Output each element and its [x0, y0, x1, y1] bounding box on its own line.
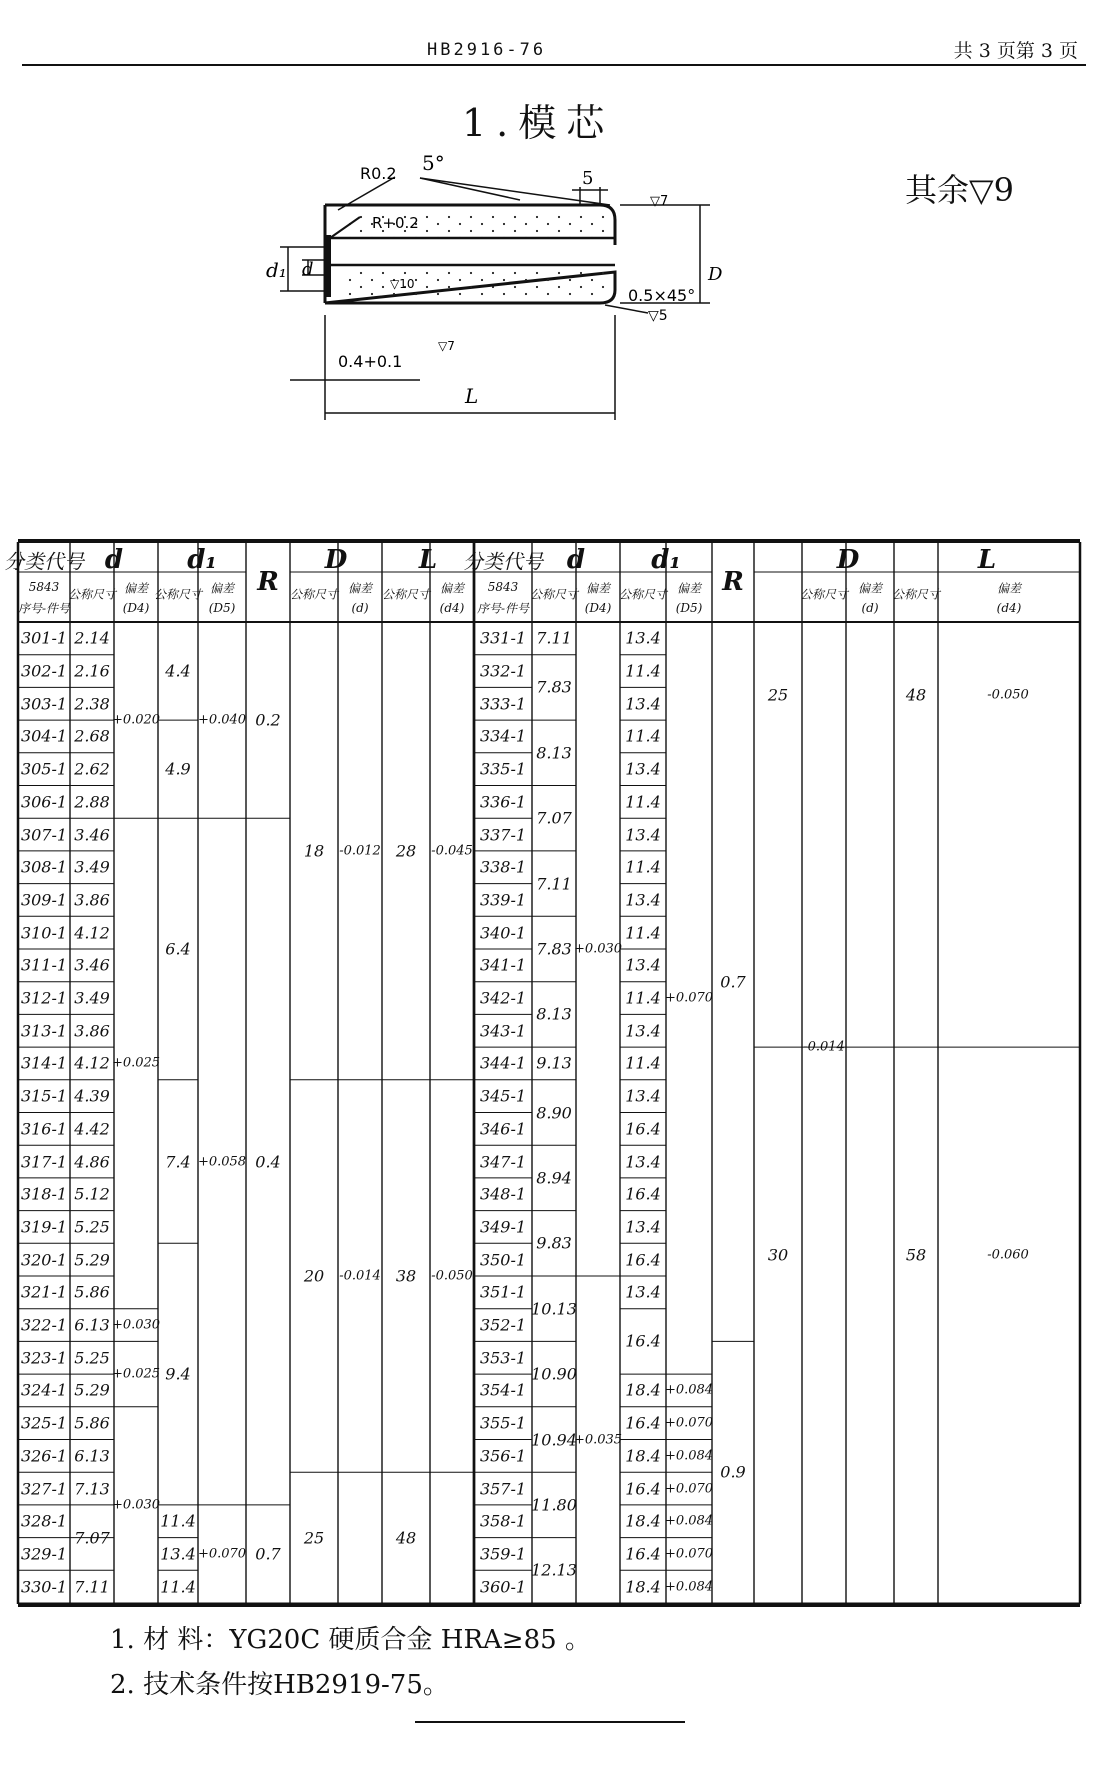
- note-1: 1. 材 料：YG20C 硬质合金 HRA≥85 。: [110, 1625, 591, 1655]
- right-d1: 11.4: [625, 1053, 661, 1073]
- right-d1-dev: +0.084: [664, 1448, 714, 1464]
- right-d1-dev: +0.070: [664, 990, 714, 1006]
- left-code: 308-1: [20, 857, 68, 877]
- left-d1: 4.9: [165, 759, 191, 779]
- left-R: 0.4: [255, 1152, 281, 1172]
- right-d1: 11.4: [625, 988, 661, 1008]
- right-d: 10.13: [531, 1299, 577, 1319]
- left-L-dev: -0.050: [431, 1268, 473, 1284]
- right-hdr-code-bot: 序号-件号: [476, 601, 530, 616]
- right-d1: 16.4: [625, 1331, 661, 1351]
- right-hdr-code-mid: 5843: [487, 580, 519, 594]
- right-d1: 16.4: [625, 1479, 661, 1499]
- right-code: 337-1: [479, 825, 527, 845]
- left-code: 307-1: [20, 825, 68, 845]
- right-d: 9.83: [536, 1233, 572, 1253]
- label-d: d: [302, 259, 314, 280]
- left-code: 313-1: [20, 1021, 68, 1041]
- left-d1: 4.4: [165, 661, 191, 681]
- left-code: 320-1: [20, 1250, 68, 1270]
- left-hdr-d1: d₁: [187, 545, 217, 575]
- right-d: 7.11: [536, 874, 572, 894]
- right-d1-dev: +0.070: [664, 1415, 714, 1431]
- right-d1: 13.4: [625, 759, 661, 779]
- right-code: 349-1: [479, 1217, 527, 1237]
- right-d1: 18.4: [625, 1511, 661, 1531]
- right-d1-dev: +0.070: [664, 1481, 714, 1497]
- left-d: 2.14: [74, 628, 110, 648]
- right-code: 360-1: [479, 1577, 527, 1597]
- left-hdr-D: D: [324, 545, 348, 575]
- label-len04: 0.4+0.1: [338, 352, 403, 371]
- right-d1-dev: +0.084: [664, 1579, 714, 1595]
- label-chamfer: 0.5×45°: [628, 286, 696, 305]
- right-hdr-Ltol: (d4): [996, 601, 1022, 615]
- right-hdr-d1: d₁: [651, 545, 681, 575]
- label-d1: d₁: [266, 258, 287, 282]
- right-code: 341-1: [479, 955, 527, 975]
- left-d: 3.49: [74, 857, 110, 877]
- right-R: 0.7: [720, 972, 746, 992]
- left-d: 5.86: [74, 1282, 110, 1302]
- right-d1: 13.4: [625, 1021, 661, 1041]
- left-L-dev: -0.045: [431, 843, 473, 859]
- right-d1: 13.4: [625, 825, 661, 845]
- left-D-dev: -0.014: [339, 1268, 381, 1284]
- left-hdr-nom: 公称尺寸: [67, 587, 117, 602]
- right-hdr-D: D: [836, 545, 860, 575]
- left-d: 4.86: [74, 1152, 110, 1172]
- left-hdr-Dtol: (d): [351, 601, 369, 615]
- right-hdr-R: R: [722, 567, 744, 597]
- standard-number: HB2916-76: [427, 40, 547, 60]
- right-code: 345-1: [479, 1086, 527, 1106]
- right-code: 339-1: [479, 890, 527, 910]
- right-hdr-d1tol: (D5): [675, 601, 703, 615]
- right-d1: 13.4: [625, 1152, 661, 1172]
- left-d: 6.13: [74, 1446, 110, 1466]
- right-code: 357-1: [479, 1479, 527, 1499]
- right-d: 7.11: [536, 628, 572, 648]
- left-code: 304-1: [20, 726, 68, 746]
- note-2: 2. 技术条件按HB2919-75。: [110, 1670, 449, 1700]
- left-code: 315-1: [20, 1086, 68, 1106]
- left-d: 5.86: [74, 1413, 110, 1433]
- left-hdr-L: L: [418, 545, 438, 575]
- left-code: 311-1: [20, 955, 68, 975]
- right-code: 338-1: [479, 857, 527, 877]
- left-hdr-dtol: (D4): [122, 601, 150, 615]
- right-d1: 11.4: [625, 857, 661, 877]
- left-hdr-code-mid: 5843: [28, 580, 60, 594]
- left-hdr-dev1: 偏差: [209, 581, 235, 596]
- label-L: L: [465, 384, 479, 408]
- right-d-dev: +0.035: [573, 1432, 623, 1447]
- left-D: 20: [303, 1266, 325, 1286]
- left-d: 2.62: [74, 759, 110, 779]
- right-d1: 18.4: [625, 1380, 661, 1400]
- left-code: 322-1: [20, 1315, 68, 1335]
- right-code: 344-1: [479, 1053, 527, 1073]
- right-d-dev: +0.030: [573, 941, 623, 957]
- left-d: 3.86: [74, 1021, 110, 1041]
- left-d1: 11.4: [160, 1577, 196, 1597]
- right-d: 8.94: [536, 1168, 572, 1188]
- right-L: 58: [905, 1245, 927, 1265]
- spec-table: [4, 539, 1080, 1607]
- left-d-dev: +0.025: [111, 1055, 161, 1071]
- right-L: 48: [905, 685, 927, 705]
- left-d1: 11.4: [160, 1511, 196, 1531]
- right-code: 356-1: [479, 1446, 527, 1466]
- left-code: 312-1: [20, 988, 68, 1008]
- right-hdr-dev1: 偏差: [676, 581, 702, 596]
- left-hdr-code-top: 分类代号: [4, 549, 84, 574]
- right-d1: 11.4: [625, 726, 661, 746]
- right-d: 8.90: [536, 1103, 572, 1122]
- right-hdr-devD: 偏差: [857, 581, 883, 596]
- left-hdr-nomD: 公称尺寸: [289, 587, 339, 602]
- left-d: 6.13: [74, 1315, 110, 1335]
- left-code: 314-1: [20, 1053, 68, 1073]
- left-code: 319-1: [20, 1217, 68, 1237]
- right-code: 331-1: [479, 628, 527, 648]
- mandrel-drawing: [266, 151, 840, 505]
- left-code: 301-1: [20, 628, 68, 648]
- left-d1-dev: +0.058: [197, 1154, 247, 1170]
- right-code: 354-1: [479, 1380, 527, 1400]
- end-line: [415, 1721, 685, 1723]
- right-d1: 16.4: [625, 1544, 661, 1564]
- right-d1: 16.4: [625, 1250, 661, 1270]
- right-hdr-devL: 偏差: [996, 581, 1022, 596]
- right-d: 10.90: [531, 1364, 577, 1384]
- left-code: 324-1: [20, 1380, 68, 1400]
- left-code: 302-1: [20, 661, 68, 681]
- right-d1: 11.4: [625, 923, 661, 943]
- left-d1-dev: +0.070: [197, 1546, 247, 1562]
- right-code: 353-1: [479, 1348, 527, 1368]
- left-d1-dev: +0.040: [197, 712, 247, 728]
- right-code: 351-1: [479, 1282, 527, 1302]
- left-d: 4.39: [74, 1086, 110, 1106]
- left-code: 328-1: [20, 1511, 68, 1531]
- left-d: 7.07: [74, 1528, 110, 1548]
- left-L: 28: [395, 841, 417, 861]
- notes: [110, 1618, 591, 1708]
- right-L-dev: -0.050: [987, 687, 1029, 703]
- left-d: 2.16: [74, 661, 110, 681]
- left-hdr-devD: 偏差: [347, 581, 373, 596]
- right-code: 343-1: [479, 1021, 527, 1041]
- right-d: 11.80: [531, 1495, 577, 1515]
- left-d: 3.86: [74, 890, 110, 910]
- right-hdr-code-top: 分类代号: [463, 549, 543, 574]
- left-d-dev: +0.030: [111, 1497, 161, 1513]
- right-hdr-Dtol: (d): [861, 601, 879, 615]
- left-hdr-code-bot: 序号-件号: [17, 601, 71, 616]
- label-r-tol: R+0.2: [372, 214, 419, 232]
- left-code: 330-1: [20, 1577, 68, 1597]
- left-d1: 13.4: [160, 1544, 196, 1564]
- left-hdr-Ltol: (d4): [439, 601, 465, 615]
- right-d1: 13.4: [625, 1217, 661, 1237]
- left-code: 305-1: [20, 759, 68, 779]
- right-code: 348-1: [479, 1184, 527, 1204]
- right-hdr-nomD: 公称尺寸: [799, 587, 849, 602]
- left-d: 2.88: [74, 792, 110, 812]
- right-code: 334-1: [479, 726, 527, 746]
- left-d: 5.25: [74, 1217, 110, 1237]
- right-d1: 13.4: [625, 1086, 661, 1106]
- left-d: 3.49: [74, 988, 110, 1008]
- right-code: 359-1: [479, 1544, 527, 1564]
- right-d1: 13.4: [625, 955, 661, 975]
- left-D-dev: -0.012: [339, 843, 381, 859]
- label-s5: ▽5: [648, 308, 668, 324]
- left-d: 5.29: [74, 1250, 110, 1270]
- label-r02: R0.2: [360, 164, 397, 183]
- left-d1: 7.4: [165, 1152, 191, 1172]
- right-d: 9.13: [536, 1053, 572, 1073]
- label-s7b: ▽7: [438, 339, 455, 353]
- left-hdr-d1tol: (D5): [208, 601, 236, 615]
- left-L: 48: [395, 1528, 417, 1548]
- right-d1: 16.4: [625, 1413, 661, 1433]
- right-code: 332-1: [479, 661, 527, 681]
- left-d: 3.46: [74, 825, 110, 845]
- left-R: 0.7: [255, 1544, 281, 1564]
- left-d: 7.13: [74, 1479, 110, 1499]
- left-d: 2.38: [74, 694, 110, 714]
- right-code: 340-1: [479, 923, 527, 943]
- right-hdr-nom1: 公称尺寸: [618, 587, 668, 602]
- right-code: 358-1: [479, 1511, 527, 1531]
- page-header: [22, 34, 1086, 66]
- left-code: 325-1: [20, 1413, 68, 1433]
- label-s10: ▽10: [390, 277, 415, 291]
- right-d1-dev: +0.070: [664, 1546, 714, 1562]
- left-d: 3.46: [74, 955, 110, 975]
- right-d1-dev: +0.084: [664, 1382, 714, 1398]
- left-code: 323-1: [20, 1348, 68, 1368]
- left-d: 4.42: [74, 1119, 110, 1139]
- left-hdr-d: d: [104, 545, 124, 575]
- left-code: 321-1: [20, 1282, 68, 1302]
- right-hdr-d: d: [566, 545, 586, 575]
- right-d1: 13.4: [625, 694, 661, 714]
- left-hdr-R: R: [257, 567, 279, 597]
- right-D: 30: [767, 1245, 789, 1265]
- left-hdr-nomL: 公称尺寸: [381, 587, 431, 602]
- roughness-note: 其余▽9: [905, 171, 1014, 209]
- left-d-dev: +0.025: [111, 1366, 161, 1382]
- right-code: 346-1: [479, 1119, 527, 1139]
- page-title: 1.模芯: [462, 101, 615, 145]
- right-hdr-nomL: 公称尺寸: [891, 587, 941, 602]
- left-d-dev: +0.030: [111, 1317, 161, 1333]
- right-D-dev: -0.014: [803, 1039, 845, 1055]
- right-R: 0.9: [720, 1462, 746, 1482]
- left-d: 5.12: [74, 1184, 110, 1204]
- left-L: 38: [395, 1266, 417, 1286]
- left-R: 0.2: [255, 710, 281, 730]
- label-s7: ▽7: [650, 194, 669, 209]
- right-d1: 13.4: [625, 628, 661, 648]
- left-code: 317-1: [20, 1152, 68, 1172]
- right-code: 342-1: [479, 988, 527, 1008]
- right-d1: 13.4: [625, 890, 661, 910]
- right-code: 355-1: [479, 1413, 527, 1433]
- left-code: 329-1: [20, 1544, 68, 1564]
- left-hdr-devL: 偏差: [439, 581, 465, 596]
- label-angle: 5°: [422, 151, 445, 175]
- left-code: 326-1: [20, 1446, 68, 1466]
- right-d1: 18.4: [625, 1577, 661, 1597]
- right-code: 333-1: [479, 694, 527, 714]
- right-d1: 11.4: [625, 661, 661, 681]
- left-hdr-dev: 偏差: [123, 581, 149, 596]
- left-code: 310-1: [20, 923, 68, 943]
- right-d: 7.07: [536, 808, 572, 828]
- right-d: 12.13: [531, 1560, 577, 1580]
- right-d: 7.83: [536, 939, 572, 959]
- left-d: 5.29: [74, 1380, 110, 1400]
- right-hdr-dtol: (D4): [584, 601, 612, 615]
- left-code: 306-1: [20, 792, 68, 812]
- left-d: 4.12: [74, 923, 110, 943]
- left-d: 2.68: [74, 726, 110, 746]
- left-d: 7.11: [74, 1577, 110, 1597]
- right-hdr-dev: 偏差: [585, 581, 611, 596]
- left-d-dev: +0.020: [111, 712, 161, 728]
- right-d1: 16.4: [625, 1184, 661, 1204]
- right-code: 336-1: [479, 792, 527, 812]
- right-L-dev: -0.060: [987, 1247, 1029, 1263]
- left-d1: 6.4: [165, 939, 191, 959]
- left-code: 327-1: [20, 1479, 68, 1499]
- left-D: 25: [303, 1528, 325, 1548]
- left-code: 316-1: [20, 1119, 68, 1139]
- right-D: 25: [767, 685, 789, 705]
- right-hdr-L: L: [977, 545, 997, 575]
- page-info: 共 3 页第 3 页: [953, 40, 1078, 62]
- left-D: 18: [303, 841, 325, 861]
- right-d1: 13.4: [625, 1282, 661, 1302]
- right-code: 335-1: [479, 759, 527, 779]
- right-d: 8.13: [536, 1004, 572, 1024]
- left-code: 303-1: [20, 694, 68, 714]
- left-code: 309-1: [20, 890, 68, 910]
- right-d: 10.94: [531, 1430, 577, 1449]
- label-dim5: 5: [582, 168, 594, 189]
- right-code: 352-1: [479, 1315, 527, 1335]
- right-d1: 11.4: [625, 792, 661, 812]
- right-d: 8.13: [536, 743, 572, 763]
- right-code: 347-1: [479, 1152, 527, 1172]
- label-D: D: [708, 264, 723, 285]
- right-code: 350-1: [479, 1250, 527, 1270]
- right-d: 7.83: [536, 677, 572, 697]
- left-hdr-nom1: 公称尺寸: [153, 587, 203, 602]
- right-d1: 18.4: [625, 1446, 661, 1466]
- left-d: 5.25: [74, 1348, 110, 1368]
- right-d1: 16.4: [625, 1119, 661, 1139]
- right-hdr-nom: 公称尺寸: [529, 587, 579, 602]
- left-code: 318-1: [20, 1184, 68, 1204]
- right-d1-dev: +0.084: [664, 1513, 714, 1529]
- left-d1: 9.4: [165, 1364, 191, 1384]
- left-d: 4.12: [74, 1053, 110, 1073]
